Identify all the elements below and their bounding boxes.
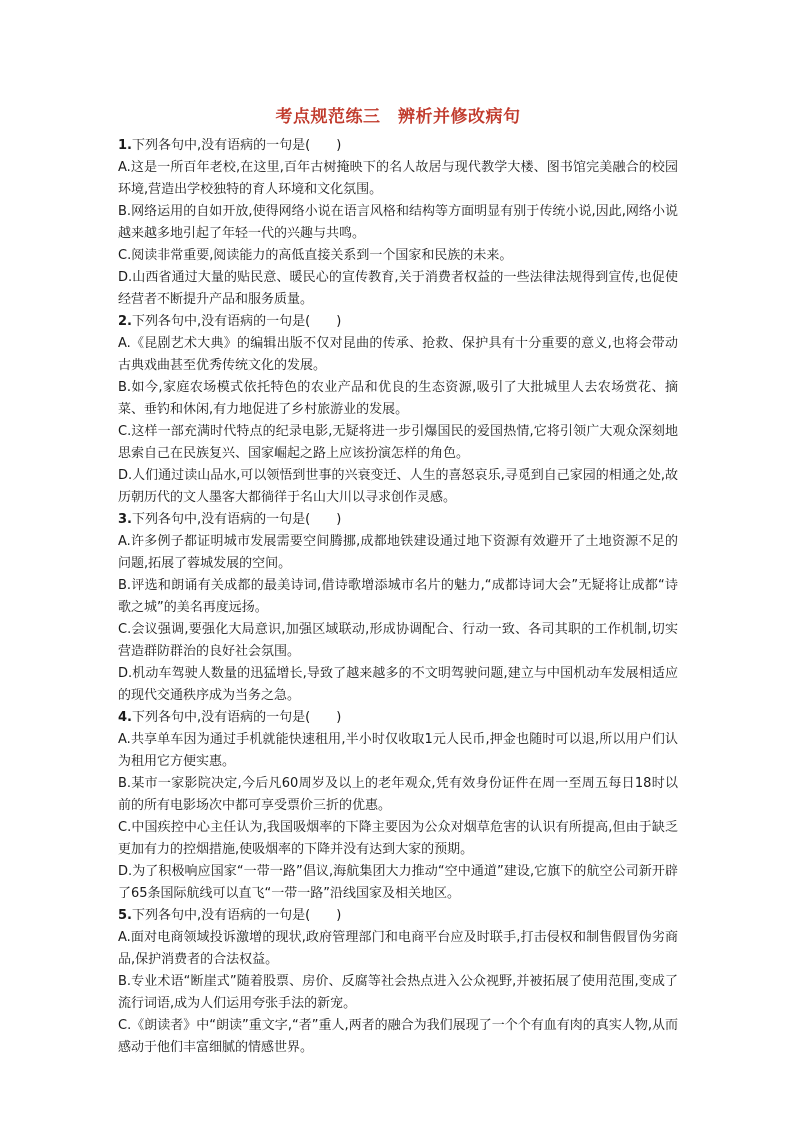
option-c: C.会议强调,要强化大局意识,加强区域联动,形成协调配合、行动一致、各司其职的工作机制,切实营造群防群治的良好社会氛围。 xyxy=(118,622,678,659)
question-text: 下列各句中,没有语病的一句是( ) xyxy=(131,314,342,329)
question-text: 下列各句中,没有语病的一句是( ) xyxy=(131,138,342,153)
option-b: B.评选和朗诵有关成都的最美诗词,借诗歌增添城市名片的魅力,“成都诗词大会”无疑将让成都“诗歌之城”的美名再度远扬。 xyxy=(118,578,678,615)
question-3 xyxy=(118,509,678,707)
question-stem xyxy=(118,905,678,927)
question-1 xyxy=(118,135,678,311)
question-stem xyxy=(118,135,678,157)
option-a: A.《昆剧艺术大典》的编辑出版不仅对昆曲的传承、抢救、保护具有十分重要的意义,也将会带动古典戏曲甚至优秀传统文化的发展。 xyxy=(118,336,678,373)
option-c: C.中国疾控中心主任认为,我国吸烟率的下降主要因为公众对烟草危害的认识有所提高,但由于缺乏更加有力的控烟措施,使吸烟率的下降并没有达到大家的预期。 xyxy=(118,820,678,857)
option-d: D.为了积极响应国家“一带一路”倡议,海航集团大力推动“空中通道”建设,它旗下的航空公司新开辟了65条国际航线可以直飞“一带一路”沿线国家及相关地区。 xyxy=(118,864,678,901)
option-b: B.如今,家庭农场模式依托特色的农业产品和优良的生态资源,吸引了大批城里人去农场赏花、摘菜、垂钓和休闲,有力地促进了乡村旅游业的发展。 xyxy=(118,380,678,417)
page-title: 考点规范练三 辨析并修改病句 xyxy=(275,107,521,127)
option-c: C.这样一部充满时代特点的纪录电影,无疑将进一步引爆国民的爱国热情,它将引领广大观众深刻地思索自己在民族复兴、国家崛起之路上应该扮演怎样的角色。 xyxy=(118,424,678,461)
question-number: 2. xyxy=(118,314,132,329)
option-b: B.某市一家影院决定,今后凡60周岁及以上的老年观众,凭有效身份证件在周一至周五每日18时以前的所有电影场次中都可享受票价三折的优惠。 xyxy=(118,776,678,813)
question-5 xyxy=(118,905,678,1059)
question-text: 下列各句中,没有语病的一句是( ) xyxy=(131,710,342,725)
question-number: 3. xyxy=(118,512,132,527)
option-a: A.共享单车因为通过手机就能快速租用,半小时仅收取1元人民币,押金也随时可以退,所以用户们认为租用它方便实惠。 xyxy=(118,732,678,769)
question-stem xyxy=(118,707,678,729)
question-4 xyxy=(118,707,678,905)
option-c: C.《朗读者》中“朗读”重文字,“者”重人,两者的融合为我们展现了一个个有血有肉的真实人物,从而感动于他们丰富细腻的情感世界。 xyxy=(118,1018,678,1055)
option-b: B.网络运用的自如开放,使得网络小说在语言风格和结构等方面明显有别于传统小说,因此,网络小说越来越多地引起了年轻一代的兴趣与共鸣。 xyxy=(118,204,678,241)
question-number: 1. xyxy=(118,138,132,153)
option-a: A.这是一所百年老校,在这里,百年古树掩映下的名人故居与现代教学大楼、图书馆完美融合的校园环境,营造出学校独特的育人环境和文化氛围。 xyxy=(118,160,678,197)
option-a: A.许多例子都证明城市发展需要空间腾挪,成都地铁建设通过地下资源有效避开了土地资源不足的问题,拓展了蓉城发展的空间。 xyxy=(118,534,678,571)
question-number: 5. xyxy=(118,908,132,923)
question-text: 下列各句中,没有语病的一句是( ) xyxy=(131,908,342,923)
document-page xyxy=(118,102,678,1059)
question-number: 4. xyxy=(118,710,132,725)
option-b: B.专业术语“断崖式”随着股票、房价、反腐等社会热点进入公众视野,并被拓展了使用范围,变成了流行词语,成为人们运用夸张手法的新宠。 xyxy=(118,974,678,1011)
option-a: A.面对电商领域投诉激增的现状,政府管理部门和电商平台应及时联手,打击侵权和制售假冒伪劣商品,保护消费者的合法权益。 xyxy=(118,930,678,967)
question-stem xyxy=(118,311,678,333)
option-d: D.人们通过读山品水,可以领悟到世事的兴衰变迁、人生的喜怒哀乐,寻觅到自己家园的相通之处,故历朝历代的文人墨客大都徜徉于名山大川以寻求创作灵感。 xyxy=(118,468,678,505)
option-d: D.山西省通过大量的贴民意、暖民心的宣传教育,关于消费者权益的一些法律法规得到宣传,也促使经营者不断提升产品和服务质量。 xyxy=(118,270,678,307)
option-d: D.机动车驾驶人数量的迅猛增长,导致了越来越多的不文明驾驶问题,建立与中国机动车发展相适应的现代交通秩序成为当务之急。 xyxy=(118,666,678,703)
question-text: 下列各句中,没有语病的一句是( ) xyxy=(131,512,342,527)
option-c: C.阅读非常重要,阅读能力的高低直接关系到一个国家和民族的未来。 xyxy=(118,248,513,263)
question-2 xyxy=(118,311,678,509)
question-stem xyxy=(118,509,678,531)
